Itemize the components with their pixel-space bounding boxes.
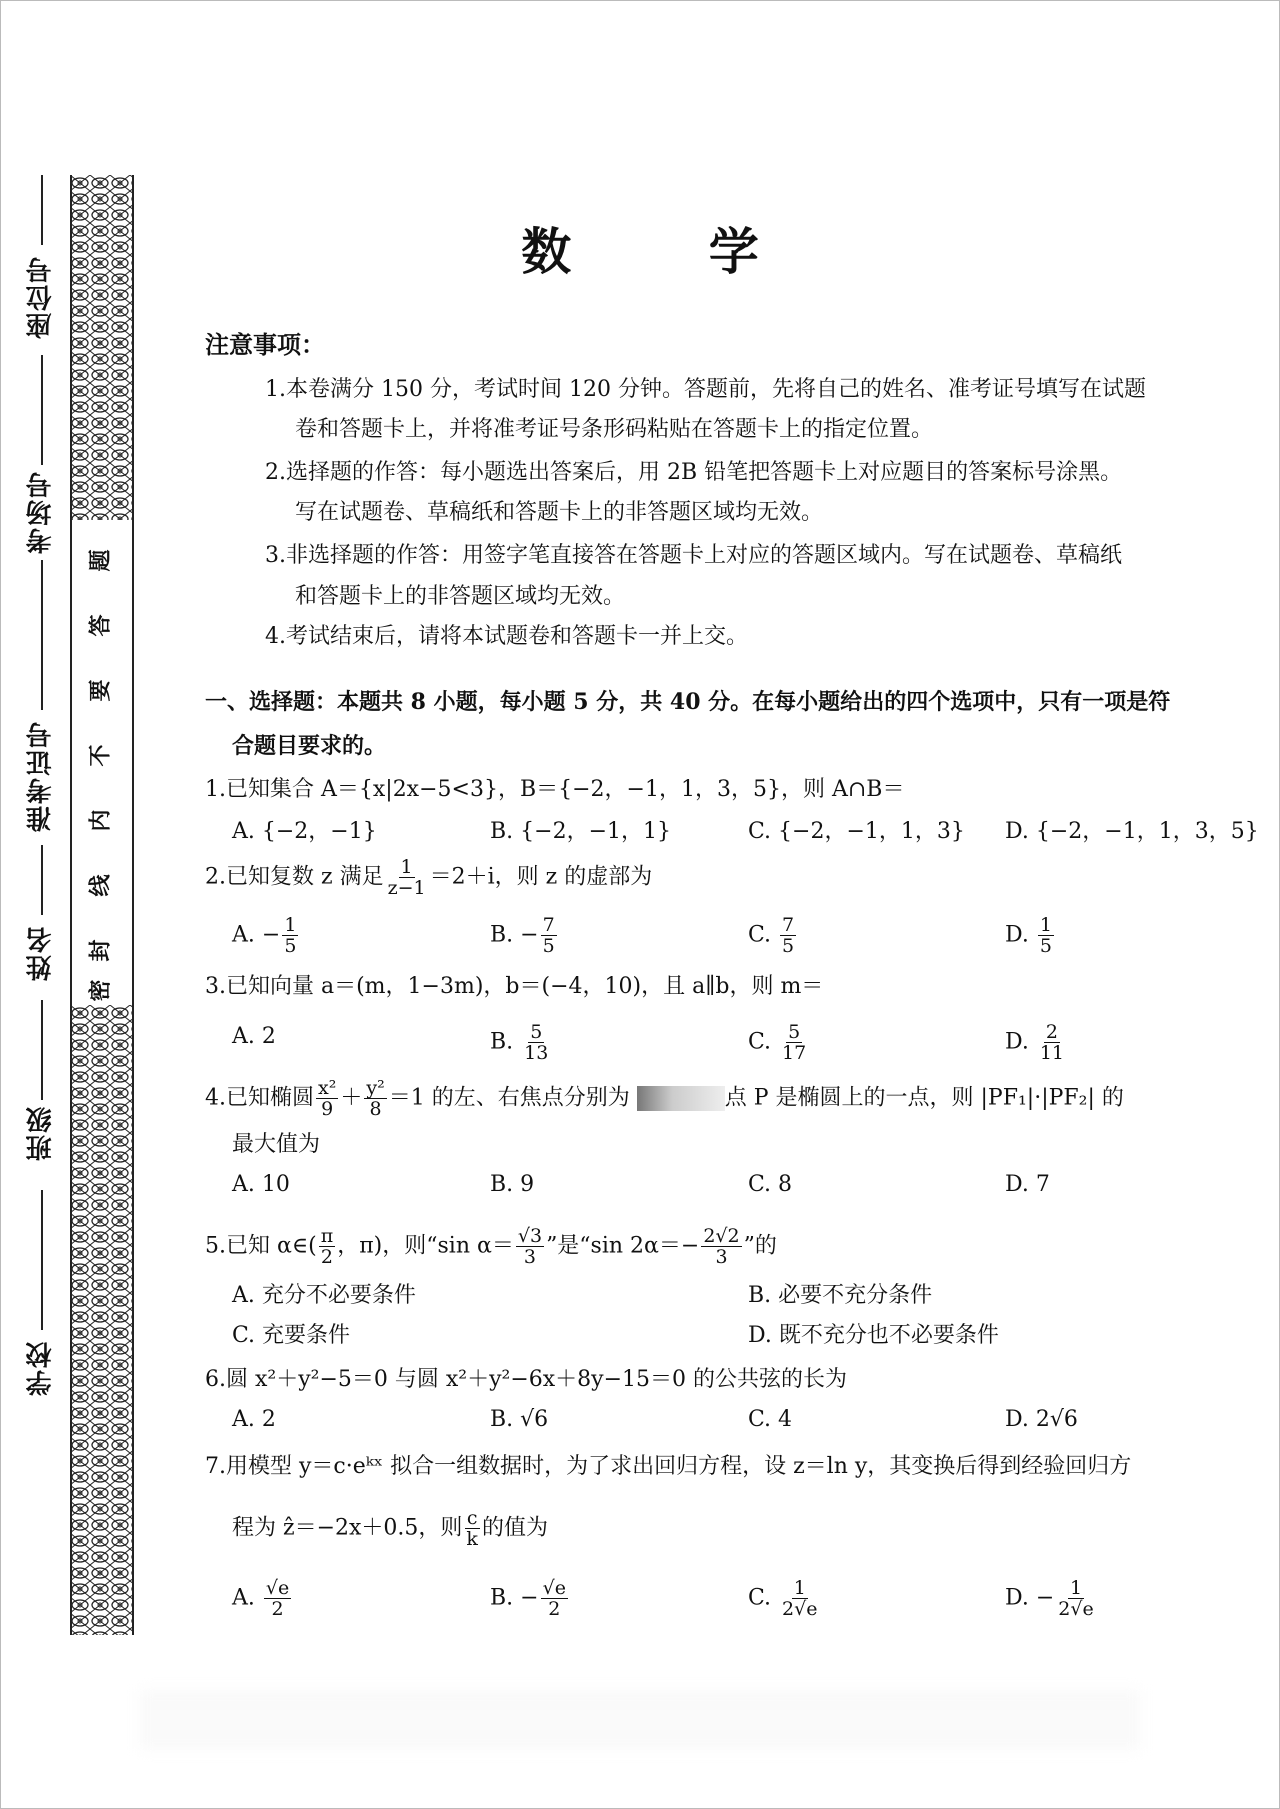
seal-char: 内 <box>87 809 114 832</box>
text: 2.已知复数 z 满足 <box>205 864 384 890</box>
text: 的值为 <box>481 1515 548 1541</box>
option <box>232 1022 276 1052</box>
numerator: 1 <box>400 856 413 878</box>
fraction <box>701 1226 741 1267</box>
option <box>490 1578 570 1619</box>
text: D. 7 <box>1005 1172 1050 1197</box>
note-line: 3.非选择题的作答：用签字笔直接答在答题卡上对应的答题区域内。写在试题卷、草稿纸 <box>265 543 1122 568</box>
option <box>232 1321 350 1351</box>
denominator: 3 <box>523 1246 536 1268</box>
text: D. 既不充分也不必要条件 <box>748 1323 999 1348</box>
text: D. <box>1005 922 1036 948</box>
section-heading-cont: 合题目要求的。 <box>232 733 387 759</box>
fraction <box>364 1078 386 1119</box>
text: 6.圆 x²＋y²−5＝0 与圆 x²＋y²−6x＋8y−15＝0 的公共弦的长为 <box>205 1367 848 1392</box>
text: B. − <box>490 922 539 948</box>
text: A. − <box>232 922 281 948</box>
option <box>748 1321 999 1351</box>
question-stem <box>205 1365 847 1395</box>
numerator: 1 <box>793 1577 806 1599</box>
text: 5.已知 α∈( <box>205 1233 317 1259</box>
question-stem-cont <box>232 1130 320 1160</box>
denominator: 5 <box>542 935 555 957</box>
text: C. 8 <box>748 1172 793 1197</box>
text: D. 2√6 <box>1005 1407 1078 1432</box>
numerator: 7 <box>542 914 555 936</box>
decorative-pattern <box>70 1005 132 1635</box>
section-heading: 一、选择题：本题共 8 小题，每小题 5 分，共 40 分。在每小题给出的四个选项中，只有一项是符 <box>205 689 1171 715</box>
text: 1.已知集合 A＝{x|2x−5<3}，B＝{−2，−1，1，3，5}，则 A∩B＝ <box>205 777 905 802</box>
option <box>1005 817 1259 847</box>
text: A. 2 <box>232 1024 276 1049</box>
note-line: 2.选择题的作答：每小题选出答案后，用 2B 铅笔把答题卡上对应题目的答案标号涂黑。 <box>265 460 1123 485</box>
text: A. {−2，−1} <box>232 819 377 844</box>
denominator: 9 <box>321 1098 334 1120</box>
note-line: 和答题卡上的非答题区域均无效。 <box>295 584 626 609</box>
fill-line <box>41 845 43 915</box>
numerator: √e <box>542 1577 566 1599</box>
denominator: 5 <box>782 935 795 957</box>
text: ，π)，则“sin α＝ <box>337 1233 514 1259</box>
fill-line <box>41 1000 43 1100</box>
numerator: 2√2 <box>703 1225 740 1247</box>
denominator: z−1 <box>387 877 426 899</box>
seal-char: 封 <box>87 939 114 962</box>
numerator: c <box>466 1507 478 1529</box>
option <box>490 915 559 956</box>
fraction <box>464 1508 480 1549</box>
numerator: 5 <box>788 1021 801 1043</box>
option <box>232 1281 416 1311</box>
numerator: √3 <box>517 1225 543 1247</box>
denominator: 3 <box>715 1246 728 1268</box>
text: C. {−2，−1，1，3} <box>748 819 965 844</box>
numerator: 1 <box>1039 914 1052 936</box>
option <box>748 1170 792 1200</box>
seal-char: 答 <box>87 614 114 637</box>
fraction <box>541 915 557 956</box>
seal-char: 密 <box>87 979 114 1002</box>
option <box>748 915 798 956</box>
question-stem <box>205 857 652 898</box>
note-line: 写在试题卷、草稿纸和答题卡上的非答题区域均无效。 <box>295 500 824 525</box>
text: A. 2 <box>232 1407 276 1432</box>
numerator: 2 <box>1045 1021 1058 1043</box>
text: A. 充分不必要条件 <box>232 1283 416 1308</box>
text: A. 10 <box>232 1172 290 1197</box>
fraction <box>282 915 298 956</box>
text: B. {−2，−1，1} <box>490 819 672 844</box>
note-line: 4.考试结束后，请将本试题卷和答题卡一并上交。 <box>265 624 748 649</box>
option <box>748 1405 792 1435</box>
fill-line <box>41 560 43 710</box>
option <box>490 1170 534 1200</box>
text: C. <box>748 922 779 948</box>
fraction <box>780 1022 808 1063</box>
text: 7.用模型 y＝c·eᵏˣ 拟合一组数据时，为了求出回归方程，设 z＝ln y，其变换后得到经验回归方 <box>205 1454 1132 1479</box>
question-stem <box>205 1078 1124 1119</box>
numerator: y² <box>366 1077 385 1099</box>
option <box>490 817 671 847</box>
denominator: 8 <box>369 1098 382 1120</box>
text: C. <box>748 1029 779 1055</box>
text: 程为 ẑ＝−2x＋0.5，则 <box>232 1515 463 1541</box>
text: ＝1 的左、右焦点分别为 <box>388 1085 637 1111</box>
fraction <box>1056 1578 1095 1619</box>
denominator: 2√e <box>1058 1598 1094 1620</box>
question-stem <box>205 1452 1131 1482</box>
text: B. 必要不充分条件 <box>748 1283 933 1308</box>
text: D. {−2，−1，1，3，5} <box>1005 819 1259 844</box>
text: 3.已知向量 a＝(m，1−3m)，b＝(−4，10)，且 a∥b，则 m＝ <box>205 974 824 999</box>
denominator: 5 <box>284 935 297 957</box>
seal-char: 题 <box>87 549 114 572</box>
fraction <box>316 1078 338 1119</box>
fraction <box>1038 915 1054 956</box>
text: ”是“sin 2α＝− <box>546 1233 700 1259</box>
numerator: π <box>320 1225 334 1247</box>
denominator: 2 <box>271 1598 284 1620</box>
option <box>490 1022 552 1063</box>
fraction <box>1038 1022 1066 1063</box>
numerator: 5 <box>530 1021 543 1043</box>
seal-char: 线 <box>87 874 114 897</box>
seal-char: 不 <box>87 744 114 767</box>
name-label: 姓名 <box>26 925 56 981</box>
text: 点 P 是椭圆上的一点，则 |PF₁|·|PF₂| 的 <box>724 1085 1124 1111</box>
school-label: 学校 <box>26 1340 56 1396</box>
denominator: 2 <box>548 1598 561 1620</box>
text: B. √6 <box>490 1407 549 1432</box>
question-stem <box>205 775 904 805</box>
option <box>490 1405 548 1435</box>
text: ＋ <box>340 1085 363 1111</box>
fill-line <box>41 1190 43 1330</box>
option <box>1005 1578 1098 1619</box>
denominator: 13 <box>524 1042 549 1064</box>
fraction <box>780 1578 819 1619</box>
page-title: 数 学 <box>521 222 819 281</box>
option <box>232 1170 290 1200</box>
denominator: 2√e <box>782 1598 818 1620</box>
text: 最大值为 <box>232 1132 321 1157</box>
option <box>748 817 965 847</box>
text: C. 充要条件 <box>232 1323 351 1348</box>
blurred-footer <box>140 1690 1140 1750</box>
seal-char: 要 <box>87 679 114 702</box>
option <box>1005 1170 1050 1200</box>
redacted-region <box>637 1086 725 1111</box>
fraction <box>319 1226 336 1267</box>
denominator: k <box>466 1528 478 1550</box>
option <box>748 1022 810 1063</box>
admission-number-label: 准考证号 <box>26 720 56 832</box>
question-stem <box>205 1226 777 1267</box>
question-stem-cont <box>232 1508 548 1549</box>
fill-line <box>41 355 43 465</box>
option <box>232 1405 276 1435</box>
denominator: 5 <box>1039 935 1052 957</box>
option <box>232 817 377 847</box>
option <box>1005 1405 1078 1435</box>
fraction <box>522 1022 550 1063</box>
exam-room-label: 考场号 <box>26 470 56 554</box>
text: C. 4 <box>748 1407 793 1432</box>
option <box>748 1281 932 1311</box>
text: D. − <box>1005 1585 1055 1611</box>
fraction <box>780 915 796 956</box>
notes-heading: 注意事项： <box>205 330 325 359</box>
option <box>232 915 300 956</box>
numerator: √e <box>265 1577 290 1599</box>
fraction <box>264 1578 291 1619</box>
text: 4.已知椭圆 <box>205 1085 314 1111</box>
denominator: 2 <box>320 1246 334 1268</box>
option <box>748 1578 822 1619</box>
question-stem <box>205 972 823 1002</box>
denominator: 17 <box>782 1042 807 1064</box>
numerator: 1 <box>284 914 297 936</box>
text: ＝2＋i，则 z 的虚部为 <box>429 864 653 890</box>
text: B. <box>490 1029 521 1055</box>
text: D. <box>1005 1029 1036 1055</box>
denominator: 11 <box>1039 1042 1065 1064</box>
numerator: x² <box>318 1077 337 1099</box>
option <box>1005 1022 1068 1063</box>
option <box>232 1578 293 1619</box>
note-line: 1.本卷满分 150 分，考试时间 120 分钟。答题前，先将自己的姓名、准考证号填写在试题 <box>265 377 1146 402</box>
option <box>1005 915 1056 956</box>
fraction <box>516 1226 544 1267</box>
note-line: 卷和答题卡上，并将准考证号条形码粘贴在答题卡上的指定位置。 <box>295 417 934 442</box>
text: C. <box>748 1585 779 1611</box>
numerator: 1 <box>1069 1577 1083 1599</box>
seat-number-label: 座位号 <box>26 255 56 339</box>
class-label: 班级 <box>26 1105 56 1161</box>
text: ”的 <box>743 1233 777 1259</box>
text: B. − <box>490 1585 539 1611</box>
numerator: 7 <box>782 914 795 936</box>
text: A. <box>232 1585 262 1611</box>
fraction <box>386 857 428 898</box>
fraction <box>541 1578 568 1619</box>
text: B. 9 <box>490 1172 535 1197</box>
